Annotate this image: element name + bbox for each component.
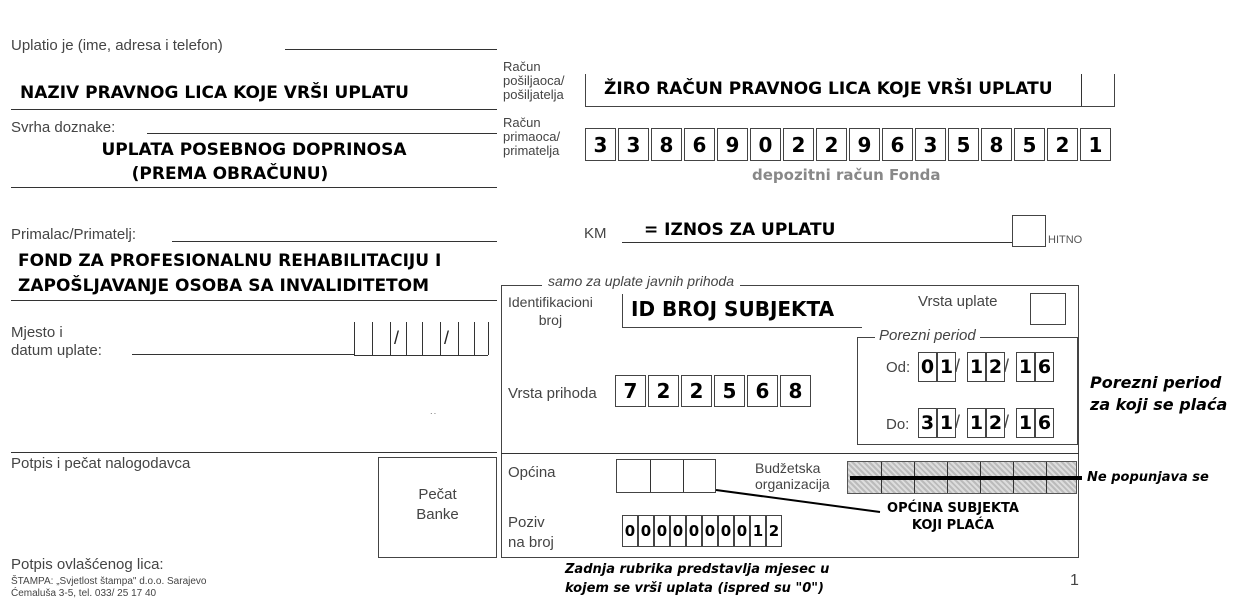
tax-period-label: Porezni period <box>875 327 980 344</box>
digit-cell[interactable]: 1 <box>967 352 986 382</box>
digit-cell[interactable]: 2 <box>681 375 712 407</box>
purpose-line-2[interactable]: (PREMA OBRAČUNU) <box>131 164 329 184</box>
digit-cell[interactable]: 0 <box>702 515 718 547</box>
date-separator: / <box>1004 412 1010 432</box>
recipient-label: Primalac/Primatelj: <box>11 226 137 243</box>
to-label: Do: <box>886 416 910 433</box>
date-separator: / <box>955 356 961 376</box>
digit-cell[interactable]: 0 <box>622 515 638 547</box>
municipality-label: Općina <box>508 464 556 481</box>
digit-cell[interactable]: 8 <box>981 128 1012 161</box>
recipient-line-1[interactable]: FOND ZA PROFESIONALNU REHABILITACIJU I <box>18 251 442 271</box>
bank-stamp-box: Pečat Banke <box>378 457 497 558</box>
digit-cell[interactable]: 5 <box>948 128 979 161</box>
digit-cell[interactable]: 1 <box>937 352 956 382</box>
digit-cell[interactable]: 0 <box>670 515 686 547</box>
not-filled-note: Ne popunjava se <box>1087 470 1209 485</box>
recipient-line <box>11 300 497 301</box>
digit-cell[interactable]: 0 <box>638 515 654 547</box>
digit-cell[interactable]: 6 <box>747 375 778 407</box>
paid-by-label: Uplatio je (ime, adresa i telefon) <box>11 37 223 54</box>
digit-cell[interactable]: 0 <box>918 352 937 382</box>
digit-cell[interactable]: 2 <box>986 408 1005 438</box>
municipality-boxes[interactable] <box>616 459 716 493</box>
digit-cell[interactable]: 8 <box>780 375 811 407</box>
currency-label: KM <box>584 225 607 242</box>
digit-cell[interactable]: 0 <box>734 515 750 547</box>
digit-cell[interactable]: 2 <box>1047 128 1078 161</box>
digit-cell[interactable]: 1 <box>1016 352 1035 382</box>
paid-by-line <box>285 49 497 50</box>
digit-cell[interactable]: 6 <box>1035 352 1054 382</box>
deposit-account-note: depozitni račun Fonda <box>752 166 941 184</box>
digit-cell[interactable]: 2 <box>816 128 847 161</box>
date-separator: / <box>955 412 961 432</box>
purpose-label: Svrha doznake: <box>11 119 116 136</box>
amount-value[interactable]: = IZNOS ZA UPLATU <box>644 220 836 240</box>
payment-type-box[interactable] <box>1030 293 1066 325</box>
digit-cell[interactable]: 1 <box>750 515 766 547</box>
sender-account-box[interactable]: ŽIRO RAČUN PRAVNOG LICA KOJE VRŠI UPLATU <box>585 74 1115 107</box>
tax-period-note: Porezni period za koji se plaća <box>1090 373 1228 414</box>
recipient-account-digits[interactable] <box>585 128 1115 161</box>
to-date-digits[interactable] <box>918 408 1056 438</box>
digit-cell[interactable]: 0 <box>750 128 781 161</box>
payer-line <box>11 109 497 110</box>
digit-cell[interactable]: 6 <box>684 128 715 161</box>
purpose-line <box>11 187 497 188</box>
recipient-line-2[interactable]: ZAPOŠLJAVANJE OSOBA SA INVALIDITETOM <box>18 276 430 296</box>
urgent-label: HITNO <box>1048 234 1083 246</box>
digit-cell[interactable]: 0 <box>718 515 734 547</box>
digit-cell[interactable]: 8 <box>651 128 682 161</box>
reference-label: Poziv na broj <box>508 514 554 551</box>
id-number-label: Identifikacioni broj <box>508 294 593 328</box>
digit-cell[interactable]: 3 <box>915 128 946 161</box>
digit-cell[interactable]: 9 <box>717 128 748 161</box>
date-separator: / <box>1004 356 1010 376</box>
payer-name[interactable]: NAZIV PRAVNOG LICA KOJE VRŠI UPLATU <box>20 83 409 103</box>
amount-line <box>622 242 1012 243</box>
digit-cell[interactable]: 0 <box>654 515 670 547</box>
digit-cell[interactable]: 1 <box>937 408 956 438</box>
digit-cell[interactable]: 2 <box>766 515 782 547</box>
sender-account-label: Račun pošiljaoca/ pošiljatelja <box>503 59 565 102</box>
signature-payer-label: Potpis i pečat nalogodavca <box>11 455 191 472</box>
page-number: 1 <box>1070 572 1079 589</box>
digit-cell[interactable]: 6 <box>882 128 913 161</box>
digit-cell[interactable]: 2 <box>986 352 1005 382</box>
digit-cell[interactable]: 5 <box>1014 128 1045 161</box>
public-revenue-label: samo za uplate javnih prihoda <box>542 273 740 289</box>
from-label: Od: <box>886 359 911 376</box>
place-date-line <box>132 354 354 355</box>
from-date-digits[interactable] <box>918 352 1056 382</box>
digit-cell[interactable]: 5 <box>714 375 745 407</box>
reference-note: Zadnja rubrika predstavlja mjesec u kojem se vrši uplata (ispred su "0") <box>565 562 830 596</box>
digit-cell[interactable]: 1 <box>967 408 986 438</box>
digit-cell[interactable]: 1 <box>1080 128 1111 161</box>
digit-cell[interactable]: 2 <box>648 375 679 407</box>
revenue-divider <box>501 453 1079 454</box>
digit-cell[interactable]: 3 <box>618 128 649 161</box>
purpose-line-1[interactable]: UPLATA POSEBNOG DOPRINOSA <box>101 140 407 160</box>
digit-cell[interactable]: 9 <box>849 128 880 161</box>
id-number-box[interactable]: ID BROJ SUBJEKTA <box>622 294 862 328</box>
digit-cell[interactable]: 1 <box>1016 408 1035 438</box>
urgent-checkbox[interactable] <box>1012 215 1046 247</box>
revenue-type-digits[interactable] <box>615 375 812 407</box>
digit-cell[interactable]: 0 <box>686 515 702 547</box>
municipality-note: OPĆINA SUBJEKTA KOJI PLAĆA <box>887 501 1019 533</box>
strike-bar <box>850 476 1082 480</box>
digit-cell[interactable]: 2 <box>783 128 814 161</box>
speck: ˙˙ <box>430 412 438 424</box>
printer-info: ŠTAMPA: „Svjetlost štampa" d.o.o. Sarajevo Ćemaluša 3-5, tel. 033/ 25 17 40 <box>11 576 207 599</box>
authorized-signature-label: Potpis ovlašćenog lica: <box>11 556 164 573</box>
recipient-account-label: Račun primaoca/ primatelja <box>503 115 561 158</box>
digit-cell[interactable]: 3 <box>918 408 937 438</box>
payment-type-label: Vrsta uplate <box>918 293 998 310</box>
date-boxes[interactable]: / / <box>354 322 488 355</box>
place-date-label: Mjesto i datum uplate: <box>11 324 102 359</box>
signature-top-line <box>11 452 497 453</box>
revenue-type-label: Vrsta prihoda <box>508 385 597 402</box>
digit-cell[interactable]: 7 <box>615 375 646 407</box>
recipient-label-line <box>172 241 497 242</box>
digit-cell[interactable]: 6 <box>1035 408 1054 438</box>
digit-cell[interactable]: 3 <box>585 128 616 161</box>
budget-org-label: Budžetska organizacija <box>755 460 830 492</box>
purpose-label-line <box>147 133 497 134</box>
